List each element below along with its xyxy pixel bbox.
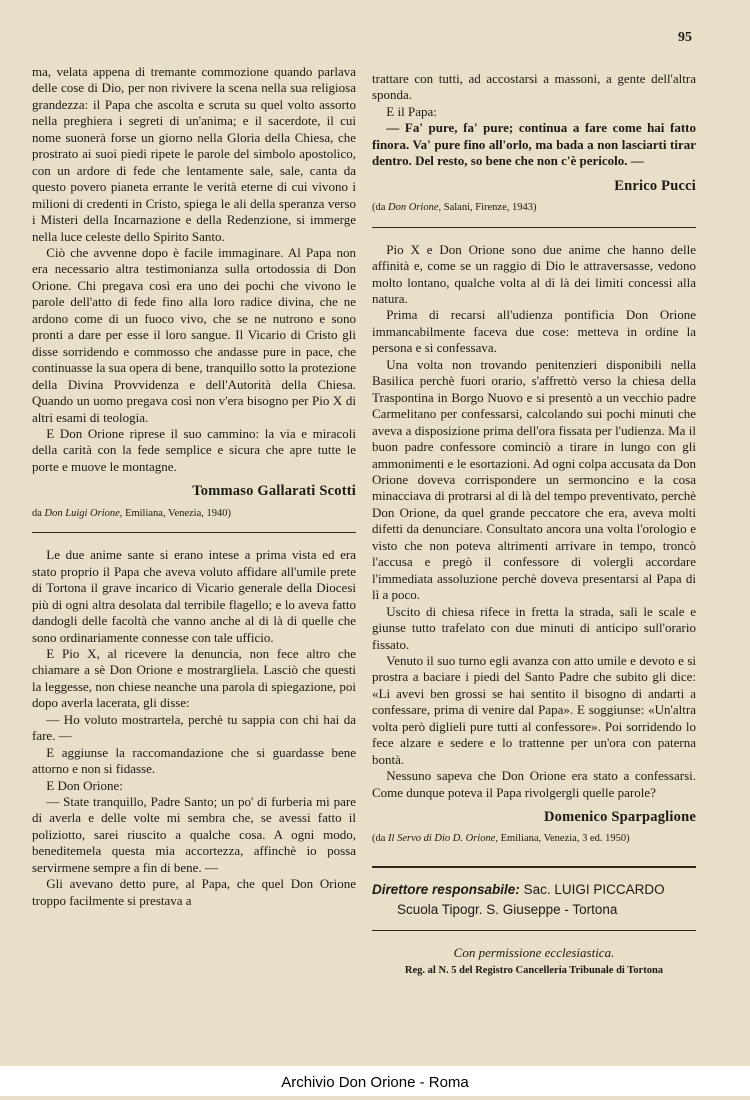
source-title: Il Servo di Dio D. Orione, xyxy=(388,833,498,845)
source-details: Emiliana, Venezia, 1940) xyxy=(125,507,232,519)
colophon-director xyxy=(372,880,696,920)
ecclesiastical-permission: Con permissione ecclesiastica. xyxy=(453,944,615,960)
article-pucci-part2 xyxy=(372,71,696,217)
paragraph: E Pio X, al ricevere la denuncia, non fece altro che chiamare a sè Don Orione e mostrargliela. Lasciò che questi la leggesse, non chiese neanche una parola di spiegazione, poi dopo averla lacerata, gli disse: xyxy=(32,645,356,711)
source-prefix: (da xyxy=(372,202,386,214)
paragraph: — State tranquillo, Padre Santo; un po' di furberia mi pare di averla e delle volte mi sembra che, se avessi fatto il poliziotto, sarei riuscito a qualche cosa. A ogni modo, beneditemela questa mia accortezza, affinchè io possa servirmene sempre a fin di bene. — xyxy=(32,794,356,875)
registry-note: Reg. al N. 5 del Registro Cancelleria Tribunale di Tortona xyxy=(404,965,664,977)
source-title: Don Luigi Orione, xyxy=(44,507,123,519)
section-divider xyxy=(372,227,696,228)
paragraph: trattare con tutti, ad accostarsi a massoni, a gente dell'altra sponda. xyxy=(372,71,696,103)
paragraph: Una volta non trovando penitenzieri disponibili nella Basilica perchè fuori orario, s'affrettò verso la chiesa della Traspontina in Borgo Nuovo e si presentò a un vecchio padre Carmelitano per confessarsi, calcolando sui pochi minuti che aveva a disposizione prima dell'ora fissata per l'udienza. Ma il buon padre confessore cominciò a tirare in lungo con gli ammonimenti e le esortazioni. Ad ogni colpa accusata da Don Orione doveva corrispondere un sermoncino e la cosa minacciava di protrarsi al di là del tempo preventivato, perchè Don Orione, da quel grande peccatore che era, aveva molti difetti da denunciare. Consultato ancora una volta l'orologio e visto che non poteva altrimenti arrivare in tempo, troncò l'accusa e pregò il confessore di volergli accordare l'immediata assoluzione perchè doveva presentarsi al Papa di lì a poco. xyxy=(372,356,696,603)
paragraph: Uscito di chiesa rifece in fretta la strada, salì le scale e giunse tutto trafelato con due minuti di anticipo sull'orario fissato. xyxy=(372,603,696,652)
paragraph: Le due anime sante si erano intese a prima vista ed era stato proprio il Papa che aveva voluto affidare all'umile prete di Tortona il grave incarico di Vicario generale della Diocesi più di ogni altra desolata dal terribile flagello; e lo aveva fatto dandogli delle facoltà che vanno anche al di là di quelle che sono ordinariamente connesse con tale ufficio. xyxy=(32,547,356,645)
paragraph: E Don Orione: xyxy=(46,777,123,793)
article-source xyxy=(32,506,356,522)
printer: Scuola Tipogr. S. Giuseppe - Tortona xyxy=(397,901,618,917)
paragraph: — Fa' pure, fa' pure; continua a fare come hai fatto finora. Va' pure fino all'orlo, ma bada a non lasciarti tirar dentro. Del resto, so bene che non c'è pericolo. — xyxy=(372,120,696,169)
paragraph: E Don Orione riprese il suo cammino: la via e miracoli della carità con la fede semplice e sicura che apre tutte le porte e muove le montagne. xyxy=(32,425,356,474)
paragraph: ma, velata appena di tremante commozione quando parlava delle cose di Dio, per non rivivere la scena nella sua religiosa grandezza: il Papa che ascolta e scruta su quel volto assorto nella preghiera i segreti di un'anima; e il sacerdote, il cui nome suonerà forse un giorno nella Gloria della Chiesa, che prostrato ai suoi piedi ripete le parole del simbolo apostolico, con un ardore di fede che lentamente sale, sale, canta da questo povero pianeta errante le verità eterne di cui vivono i milioni di credenti in Cristo, spiega le ali della speranza verso i Misteri della Incarnazione e della Redenzione, si immerge nella luce celeste dello Spirito Santo. xyxy=(32,64,356,244)
section-divider xyxy=(32,532,356,533)
paragraph: Ciò che avvenne dopo è facile immaginare. Al Papa non era necessario altra testimonianza sulla ortodossia di Don Orione. Chi pregava così era uno dei pochi che vivono le parole dell'atto di fede fino alla loro radice divina, che ne ardono come di un fuoco vivo, che se ne nutrono e sono pronti a dare per esse il loro sangue. Il Vicario di Cristo gli disse sorridendo e commosso che andasse pure in pace, che continuasse la sua opera di bene, tranquillo sotto la protezione della Divina Provvidenza e dell'Autorità della Chiesa. Quando un uomo pregava così non v'era bisogno per Pio X di altri esami di teologia. xyxy=(32,244,356,425)
article-author: Domenico Sparpaglione xyxy=(543,809,696,826)
paragraph: Pio X e Don Orione sono due anime che hanno delle affinità e, come se un raggio di Dio le attraversasse, vedono molto lontano, qualche volta al di là dei limiti concessi alla natura. xyxy=(372,241,696,306)
source-title: Don Orione, xyxy=(388,202,442,214)
director-label: Direttore responsabile: xyxy=(372,881,520,897)
source-details: Salani, Firenze, 1943) xyxy=(443,202,537,214)
colophon-divider xyxy=(372,930,696,931)
archive-watermark: Archivio Don Orione - Roma xyxy=(0,1066,750,1096)
paragraph: Nessuno sapeva che Don Orione era stato a confessarsi. Come dunque poteva il Papa rivolgergli quelle parole? xyxy=(372,768,696,800)
paragraph: E aggiunse la raccomandazione che si guardasse bene attorno e non si fidasse. xyxy=(32,744,356,777)
left-column xyxy=(32,64,356,909)
colophon-divider xyxy=(372,866,696,868)
paragraph: E il Papa: xyxy=(386,103,437,119)
article-source xyxy=(372,831,696,847)
article-author: Tommaso Gallarati Scotti xyxy=(192,483,356,500)
paragraph: — Ho voluto mostrartela, perchè tu sappia con chi hai da fare. — xyxy=(32,711,356,744)
article-author: Enrico Pucci xyxy=(614,177,696,194)
article-gallarati-scotti xyxy=(32,64,356,522)
right-column xyxy=(372,71,696,980)
director-name: Sac. LUIGI PICCARDO xyxy=(523,881,665,897)
article-source xyxy=(372,200,696,216)
source-prefix: da xyxy=(32,507,42,519)
source-prefix: (da xyxy=(372,833,386,845)
article-pucci-part1 xyxy=(32,547,356,909)
paragraph: Venuto il suo turno egli avanza con atto umile e devoto e si prostra a baciare i piedi del Santo Padre che subito gli dice: «Li avevi ben grossi se hai sentito il bisogno di andarti a confessare, prima di venire dal Papa». E soggiunse: «Un'altra volta però diglieli pure tutti al confessore». Poi sorridendo lo fece alzare e sedere e lo trattenne per un'ora con paterna bontà. xyxy=(372,652,696,767)
paragraph: Gli avevano detto pure, al Papa, che quel Don Orione troppo facilmente si prestava a xyxy=(32,876,356,908)
page-number: 95 xyxy=(678,30,692,45)
source-details: Emiliana, Venezia, 3 ed. 1950) xyxy=(500,833,630,845)
paragraph: Prima di recarsi all'udienza pontificia Don Orione immancabilmente faceva due cose: metteva in ordine la persona e si confessava. xyxy=(372,307,696,356)
article-sparpaglione xyxy=(372,242,696,848)
